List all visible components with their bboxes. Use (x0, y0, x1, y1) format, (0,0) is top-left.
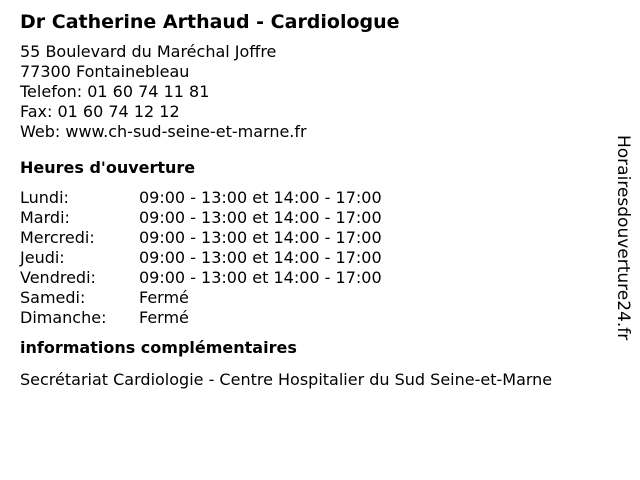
day-hours: Fermé (139, 288, 189, 307)
day-hours: 09:00 - 13:00 et 14:00 - 17:00 (139, 268, 382, 287)
additional-info-heading: informations complémentaires (20, 338, 297, 357)
opening-hours-heading: Heures d'ouverture (20, 158, 196, 177)
opening-hours-table (20, 188, 610, 328)
day-hours: 09:00 - 13:00 et 14:00 - 17:00 (139, 188, 382, 207)
page-title: Dr Catherine Arthaud - Cardiologue (20, 11, 400, 33)
watermark-site-name: Horairesdouverture24.fr (613, 135, 633, 341)
address-city: 77300 Fontainebleau (20, 62, 190, 81)
hours-row-tuesday (20, 208, 610, 228)
hours-row-monday (20, 188, 610, 208)
website-link[interactable]: Web: www.ch-sud-seine-et-marne.fr (20, 122, 307, 141)
day-hours: Fermé (139, 308, 189, 327)
hours-row-friday (20, 268, 610, 288)
fax-number: Fax: 01 60 74 12 12 (20, 102, 180, 121)
day-label: Vendredi: (20, 268, 96, 287)
day-label: Mardi: (20, 208, 70, 227)
hours-row-thursday (20, 248, 610, 268)
day-hours: 09:00 - 13:00 et 14:00 - 17:00 (139, 248, 382, 267)
day-hours: 09:00 - 13:00 et 14:00 - 17:00 (139, 208, 382, 227)
address-street: 55 Boulevard du Maréchal Joffre (20, 42, 277, 61)
day-label: Dimanche: (20, 308, 107, 327)
day-label: Mercredi: (20, 228, 95, 247)
day-label: Jeudi: (20, 248, 65, 267)
day-hours: 09:00 - 13:00 et 14:00 - 17:00 (139, 228, 382, 247)
contact-block (20, 42, 610, 142)
day-label: Samedi: (20, 288, 86, 307)
day-label: Lundi: (20, 188, 69, 207)
hours-row-sunday (20, 308, 610, 328)
hours-row-saturday (20, 288, 610, 308)
hours-row-wednesday (20, 228, 610, 248)
additional-info-text: Secrétariat Cardiologie - Centre Hospitalier du Sud Seine-et-Marne (20, 370, 553, 389)
business-card (20, 10, 610, 390)
phone-number: Telefon: 01 60 74 11 81 (20, 82, 210, 101)
